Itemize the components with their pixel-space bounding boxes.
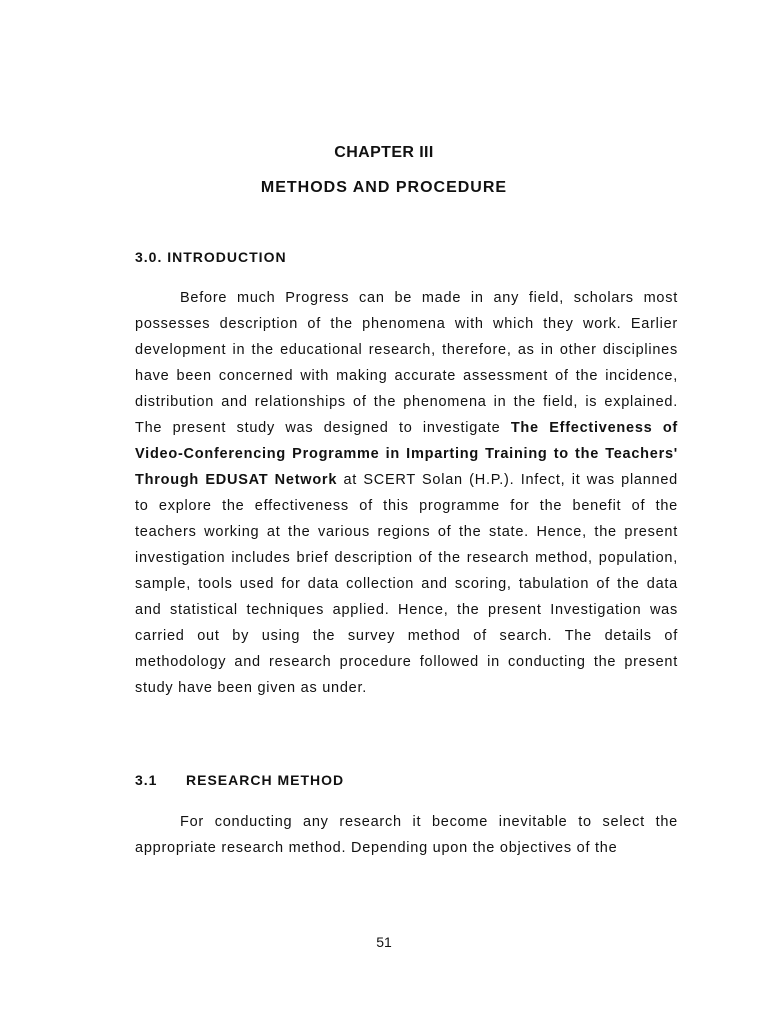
introduction-paragraph [135,285,678,701]
chapter-title: METHODS AND PROCEDURE [260,179,508,196]
page-number: 51 [376,934,392,950]
section-heading-introduction: 3.0. INTRODUCTION [135,249,287,265]
paragraph-text: Before much Progress can be made in any field, scholars most possesses description of the phenomena with which they work. Earlier development in the educational research, therefore, as in other disciplines have been concerned with making accurate assessment of the incidence, distribution and relationships of the phenomena in the field, is explained. The present study was designed to investigate [135,290,678,436]
section-heading-research-method [135,772,344,788]
chapter-number: CHAPTER III [334,144,434,161]
section-number: 3.1 [135,772,158,788]
research-method-paragraph: For conducting any research it become inevitable to select the appropriate research method. Depending upon the objectives of the [135,814,678,856]
section-title: RESEARCH METHOD [186,772,345,788]
study-title-emphasis: The Effectiveness of Video-Conferencing Programme in Imparting Training to the Teachers' Through EDUSAT Network [135,420,679,488]
paragraph-text: at SCERT Solan (H.P.). Infect, it was planned to explore the effectiveness of this programme for the benefit of the teachers working at the various regions of the state. Hence, the present investigation includes brief description of the research method, population, sample, tools used for data collection and scoring, tabulation of the data and statistical techniques applied. Hence, the present Investigation was carried out by using the survey method of search. The details of methodology and research procedure followed in conducting the present study have been given as under. [135,472,678,696]
